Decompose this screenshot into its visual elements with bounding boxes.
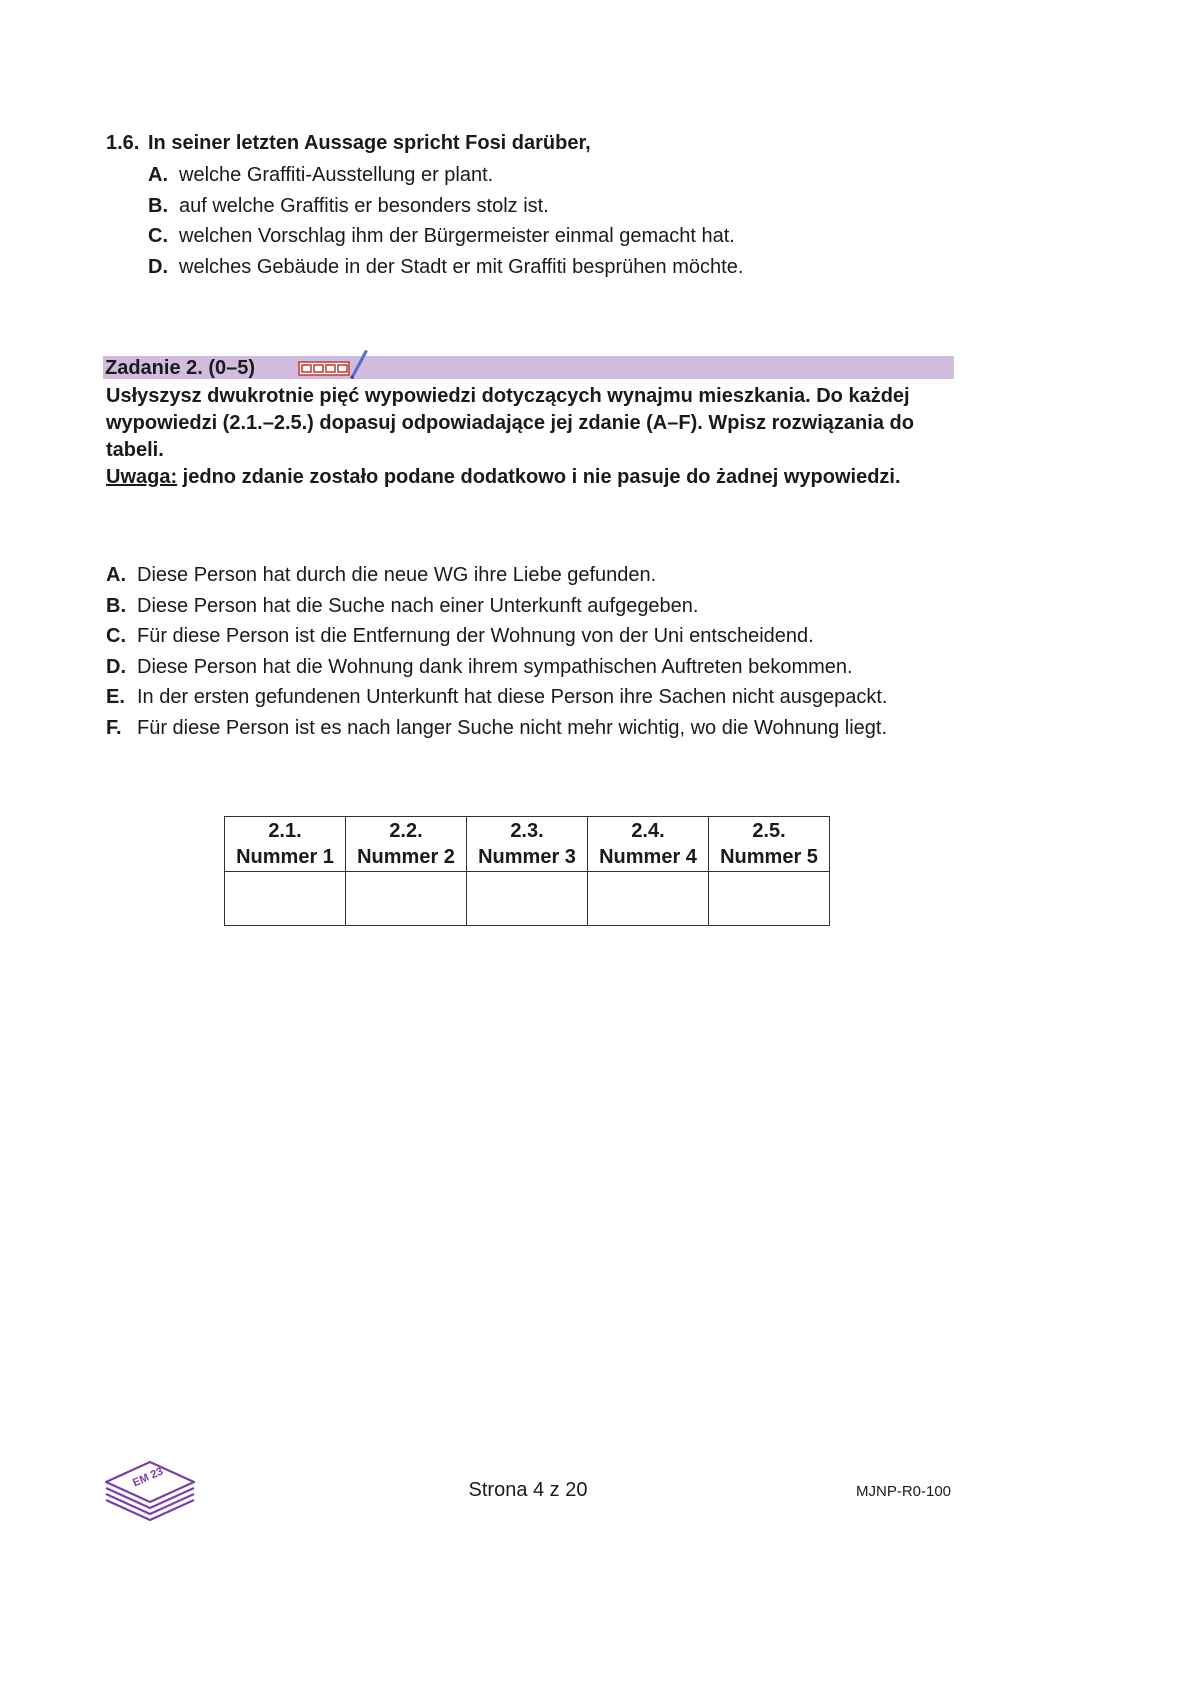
task-2-title: Zadanie 2. (0–5): [105, 357, 256, 379]
option-text: auf welche Graffitis er besonders stolz ist.: [179, 194, 549, 217]
column-number: 2.2.: [389, 820, 423, 842]
sentence-letter: B.: [106, 594, 126, 617]
sentence-text: Diese Person hat durch die neue WG ihre Liebe gefunden.: [137, 564, 657, 586]
sentence-text: Für diese Person ist es nach langer Suche nicht mehr wichtig, wo die Wohnung liegt.: [137, 716, 888, 739]
sentence-text: Diese Person hat die Suche nach einer Unterkunft aufgegeben.: [137, 594, 699, 617]
sentence-letter: A.: [106, 564, 126, 586]
column-label: Nummer 3: [478, 846, 576, 868]
logo-text: EM 23: [131, 1465, 165, 1490]
note-label: Uwaga:: [106, 466, 178, 488]
sentence-f: [106, 715, 888, 746]
sentence-text: Diese Person hat die Wohnung dank ihrem sympathischen Auftreten bekommen.: [137, 655, 853, 678]
answer-cell-2-3[interactable]: [467, 872, 588, 926]
answer-column-header: [225, 817, 346, 872]
option-letter: B.: [148, 194, 168, 217]
sentence-d: [106, 654, 888, 685]
option-text: welchen Vorschlag ihm der Bürgermeister einmal gemacht hat.: [179, 225, 735, 248]
instruction-text: Usłyszysz dwukrotnie pięć wypowiedzi dotyczących wynajmu mieszkania. Do każdej wypowiedzi (2.1.–2.5.) dopasuj odpowiadające jej zdanie (A–F). Wpisz rozwiązania do tabeli.: [106, 385, 914, 461]
answer-table-input-row: [225, 872, 830, 926]
audio-recording-and-pen-icon: [297, 346, 371, 380]
option-b: [148, 193, 743, 224]
question-text: In seiner letzten Aussage spricht Fosi darüber,: [148, 132, 591, 154]
column-number: 2.1.: [268, 820, 302, 842]
answer-cell-2-1[interactable]: [225, 872, 346, 926]
option-letter: D.: [148, 256, 168, 279]
column-label: Nummer 4: [599, 846, 697, 868]
answer-column-header: [588, 817, 709, 872]
sentence-a: [106, 562, 888, 593]
column-label: Nummer 2: [357, 846, 455, 868]
option-c: [148, 223, 743, 254]
question-1-6-heading: [106, 132, 591, 155]
sentence-letter: F.: [106, 716, 122, 739]
sentence-b: [106, 593, 888, 624]
option-letter: A.: [148, 164, 168, 186]
option-a: [148, 162, 743, 193]
sentence-e: [106, 684, 888, 715]
answer-column-header: [709, 817, 830, 872]
note-text: jedno zdanie zostało podane dodatkowo i nie pasuje do żadnej wypowiedzi.: [177, 466, 901, 488]
document-code: MJNP-R0-100: [856, 1483, 952, 1500]
answer-table-header-row: [225, 817, 830, 872]
question-1-6-options: [148, 162, 743, 285]
page-number: Strona 4 z 20: [468, 1479, 588, 1501]
option-letter: C.: [148, 225, 168, 248]
column-label: Nummer 5: [720, 846, 818, 868]
note: [106, 464, 956, 491]
option-text: welche Graffiti-Ausstellung er plant.: [179, 164, 494, 186]
sentence-letter: E.: [106, 686, 125, 709]
sentence-list: [106, 562, 888, 746]
sentence-letter: D.: [106, 655, 126, 678]
answer-cell-2-2[interactable]: [346, 872, 467, 926]
sentence-c: [106, 623, 888, 654]
column-label: Nummer 1: [236, 846, 334, 868]
sentence-text: In der ersten gefundenen Unterkunft hat diese Person ihre Sachen nicht ausgepackt.: [137, 686, 888, 709]
answer-table: [224, 816, 830, 926]
task-2-instructions: [106, 383, 956, 491]
option-d: [148, 254, 743, 285]
question-number: 1.6.: [106, 132, 140, 154]
option-text: welches Gebäude in der Stadt er mit Graffiti besprühen möchte.: [179, 256, 744, 279]
answer-cell-2-4[interactable]: [588, 872, 709, 926]
answer-cell-2-5[interactable]: [709, 872, 830, 926]
answer-column-header: [467, 817, 588, 872]
sentence-text: Für diese Person ist die Entfernung der Wohnung von der Uni entscheidend.: [137, 625, 814, 648]
sentence-letter: C.: [106, 625, 126, 648]
column-number: 2.4.: [631, 820, 665, 842]
answer-column-header: [346, 817, 467, 872]
column-number: 2.3.: [510, 820, 544, 842]
column-number: 2.5.: [752, 820, 786, 842]
